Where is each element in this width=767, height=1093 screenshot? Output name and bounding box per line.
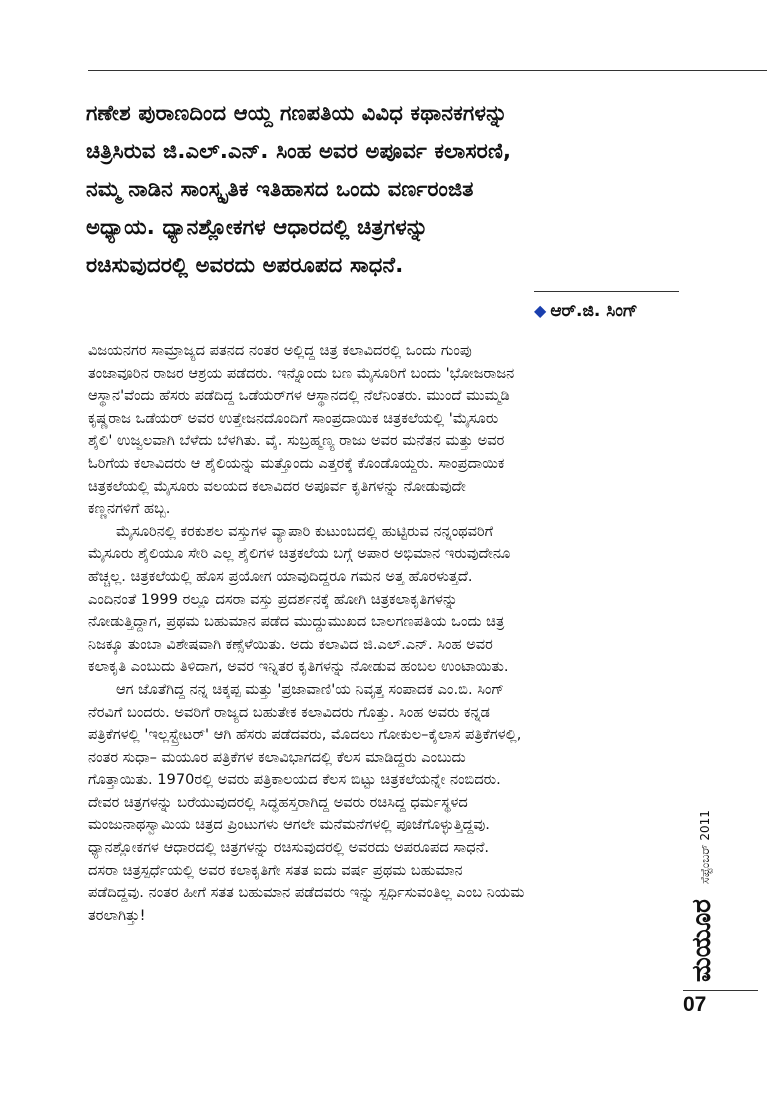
body-line: ಕೃಷ್ಣರಾಜ ಒಡೆಯರ್ ಅವರ ಉತ್ತೇಜನದೊಂದಿಗೆ ಸಾಂಪ್ರದಾಯಿಕ ಚಿತ್ರಕಲೆಯಲ್ಲಿ 'ಮೈಸೂರು [88, 409, 499, 427]
author-name: ಆರ್.ಜಿ. ಸಿಂಗ್ [550, 301, 638, 321]
diamond-icon: ◆ [534, 301, 547, 320]
body-line: ಧ್ಯಾನಶ್ಲೋಕಗಳ ಆಧಾರದಲ್ಲಿ ಚಿತ್ರಗಳನ್ನು ರಚಿಸುವುದರಲ್ಲಿ ಅವರದು ಅಪರೂಪದ ಸಾಧನೆ. [88, 839, 490, 857]
article-body [88, 340, 684, 927]
body-line: ಹೆಚ್ಚಲ್ಲ. ಚಿತ್ರಕಲೆಯಲ್ಲಿ ಹೊಸ ಪ್ರಯೋಗ ಯಾವುದಿದ್ದರೂ ಗಮನ ಅತ್ತ ಹೊರಳುತ್ತದೆ. [88, 567, 473, 585]
body-line: ಕಲಾಕೃತಿ ಎಂಬುದು ತಿಳಿದಾಗ, ಅವರ ಇನ್ನಿತರ ಕೃತಿಗಳನ್ನು ನೋಡುವ ಹಂಬಲ ಉಂಟಾಯಿತು. [88, 658, 509, 676]
magazine-name: ಮಯೂರ [687, 899, 717, 982]
body-line: ಓರಿಗೆಯ ಕಲಾವಿದರು ಆ ಶೈಲಿಯನ್ನು ಮತ್ತೊಂದು ಎತ್ತರಕ್ಕೆ ಕೊಂಡೊಯ್ದರು. ಸಾಂಪ್ರದಾಯಿಕ [88, 454, 505, 472]
body-line: ಗೊತ್ತಾಯಿತು. 1970ರಲ್ಲಿ ಅವರು ಪತ್ರಿಕಾಲಯದ ಕೆಲಸ ಬಿಟ್ಟು ಚಿತ್ರಕಲೆಯನ್ನೇ ನಂಬಿದರು. [88, 771, 501, 789]
top-rule [88, 70, 767, 71]
body-line: ನಿಜಕ್ಕೂ ತುಂಬಾ ವಿಶೇಷವಾಗಿ ಕಣ್ಸೆಳೆಯಿತು. ಅದು ಕಲಾವಿದ ಜಿ.ಎಲ್.ಎನ್. ಸಿಂಹ ಅವರ [88, 635, 493, 653]
body-line: ದಸರಾ ಚಿತ್ರಸ್ಪರ್ಧೆಯಲ್ಲಿ ಅವರ ಕಲಾಕೃತಿಗೇ ಸತತ ಐದು ವರ್ಷ ಪ್ರಥಮ ಬಹುಮಾನ [88, 861, 463, 879]
body-line: ಎಂದಿನಂತೆ 1999 ರಲ್ಲೂ ದಸರಾ ವಸ್ತು ಪ್ರದರ್ಶನಕ್ಕೆ ಹೋಗಿ ಚಿತ್ರಕಲಾಕೃತಿಗಳನ್ನು [88, 590, 458, 608]
body-line: ಚಿತ್ರಕಲೆಯಲ್ಲಿ ಮೈಸೂರು ವಲಯದ ಕಲಾವಿದರ ಅಪೂರ್ವ ಕೃತಿಗಳನ್ನು ನೋಡುವುದೇ [88, 477, 466, 495]
body-line: ನೋಡುತ್ತಿದ್ದಾಗ, ಪ್ರಥಮ ಬಹುಮಾನ ಪಡೆದ ಮುದ್ದುಮುಖದ ಬಾಲಗಣಪತಿಯ ಒಂದು ಚಿತ್ರ [88, 613, 505, 631]
body-line: ಮಂಜುನಾಥಸ್ವಾಮಿಯ ಚಿತ್ರದ ಪ್ರಿಂಟುಗಳು ಆಗಲೇ ಮನೆಮನೆಗಳಲ್ಲಿ ಪೂಜೆಗೊಳ್ಳುತ್ತಿದ್ದವು. [88, 816, 490, 834]
body-line: ಕಣ್ಣನಗಳಿಗೆ ಹಬ್ಬ. [88, 500, 171, 518]
lead-paragraph [86, 94, 676, 284]
lead-line: ರಚಿಸುವುದರಲ್ಲಿ ಅವರದು ಅಪರೂಪದ ಸಾಧನೆ. [86, 253, 404, 277]
body-line: ಮೈಸೂರು ಶೈಲಿಯೂ ಸೇರಿ ಎಲ್ಲ ಶೈಲಿಗಳ ಚಿತ್ರಕಲೆಯ ಬಗ್ಗೆ ಅಪಾರ ಅಭಿಮಾನ ಇರುವುದೇನೂ [88, 545, 511, 563]
body-line: ಪತ್ರಿಕೆಗಳಲ್ಲಿ 'ಇಲ್ಲಸ್ಟ್ರೇಟರ್' ಆಗಿ ಹೆಸರು ಪಡೆದವರು, ಮೊದಲು ಗೋಕುಲ–ಕೈಲಾಸ ಪತ್ರಿಕೆಗಳಲ್ಲಿ, [88, 726, 522, 744]
body-line: ಪಡೆದಿದ್ದವು. ನಂತರ ಹೀಗೆ ಸತತ ಬಹುಮಾನ ಪಡೆದವರು ಇನ್ನು ಸ್ಪರ್ಧಿಸುವಂತಿಲ್ಲ ಎಂಬ ನಿಯಮ [88, 884, 525, 902]
body-line: ದೇವರ ಚಿತ್ರಗಳನ್ನು ಬರೆಯುವುದರಲ್ಲಿ ಸಿದ್ಧಹಸ್ತರಾಗಿದ್ದ ಅವರು ರಚಿಸಿದ್ದ ಧರ್ಮಸ್ಥಳದ [88, 793, 468, 811]
body-line: ಶೈಲಿ' ಉಜ್ವಲವಾಗಿ ಬೆಳೆದು ಬೆಳಗಿತು. ವೈ. ಸುಬ್ರಹ್ಮಣ್ಯ ರಾಜು ಅವರ ಮನೆತನ ಮತ್ತು ಅವರ [88, 432, 505, 450]
magazine-side-label [683, 770, 717, 985]
lead-line: ನಮ್ಮ ನಾಡಿನ ಸಾಂಸ್ಕೃತಿಕ ಇತಿಹಾಸದ ಒಂದು ವರ್ಣರಂಜಿತ [86, 177, 474, 201]
body-line: ಆಸ್ಥಾನ'ವೆಂದು ಹೆಸರು ಪಡೆದಿದ್ದ ಒಡೆಯರ್‌ಗಳ ಆಸ್ಥಾನದಲ್ಲಿ ನೆಲೆನಿಂತರು. ಮುಂದೆ ಮುಮ್ಮಡಿ [88, 387, 510, 405]
page-number-rule [683, 990, 758, 991]
body-line: ತಂಜಾವೂರಿನ ರಾಜರ ಆಶ್ರಯ ಪಡೆದರು. ಇನ್ನೊಂದು ಬಣ ಮೈಸೂರಿಗೆ ಬಂದು 'ಭೋಜರಾಜನ [88, 364, 515, 382]
issue-date: ಸೆಪ್ಟೆಂಬರ್ 2011 [698, 810, 712, 884]
byline [534, 301, 638, 321]
body-line: ವಿಜಯನಗರ ಸಾಮ್ರಾಜ್ಯದ ಪತನದ ನಂತರ ಅಲ್ಲಿದ್ದ ಚಿತ್ರ ಕಲಾವಿದರಲ್ಲಿ ಒಂದು ಗುಂಪು [88, 342, 472, 359]
body-line: ಮೈಸೂರಿನಲ್ಲಿ ಕರಕುಶಲ ವಸ್ತುಗಳ ವ್ಯಾಪಾರಿ ಕುಟುಂಬದಲ್ಲಿ ಹುಟ್ಟಿರುವ ನನ್ನಂಥವರಿಗೆ [116, 522, 494, 540]
lead-line: ಅಧ್ಯಾಯ. ಧ್ಯಾನಶ್ಲೋಕಗಳ ಆಧಾರದಲ್ಲಿ ಚಿತ್ರಗಳನ್ನು [86, 215, 429, 239]
body-line: ಆಗ ಜೊತೆಗಿದ್ದ ನನ್ನ ಚಿಕ್ಕಪ್ಪ ಮತ್ತು 'ಪ್ರಜಾವಾಣಿ'ಯ ನಿವೃತ್ತ ಸಂಪಾದಕ ಎಂ.ಬಿ. ಸಿಂಗ್ [116, 680, 505, 698]
body-line: ನಂತರ ಸುಧಾ– ಮಯೂರ ಪತ್ರಿಕೆಗಳ ಕಲಾವಿಭಾಗದಲ್ಲಿ ಕೆಲಸ ಮಾಡಿದ್ದರು ಎಂಬುದು [88, 748, 466, 766]
lead-line: ಗಣೇಶ ಪುರಾಣದಿಂದ ಆಯ್ದ ಗಣಪತಿಯ ವಿವಿಧ ಕಥಾನಕಗಳನ್ನು [86, 101, 508, 125]
page-number: 07 [683, 993, 707, 1016]
body-line: ನೆರವಿಗೆ ಬಂದರು. ಅವರಿಗೆ ರಾಜ್ಯದ ಬಹುತೇಕ ಕಲಾವಿದರು ಗೊತ್ತು. ಸಿಂಹ ಅವರು ಕನ್ನಡ [88, 703, 490, 721]
byline-rule [534, 291, 679, 292]
body-line: ತರಲಾಗಿತ್ತು! [88, 906, 146, 924]
lead-line: ಚಿತ್ರಿಸಿರುವ ಜಿ.ಎಲ್.ಎನ್. ಸಿಂಹ ಅವರ ಅಪೂರ್ವ ಕಲಾಸರಣಿ, [86, 139, 512, 163]
